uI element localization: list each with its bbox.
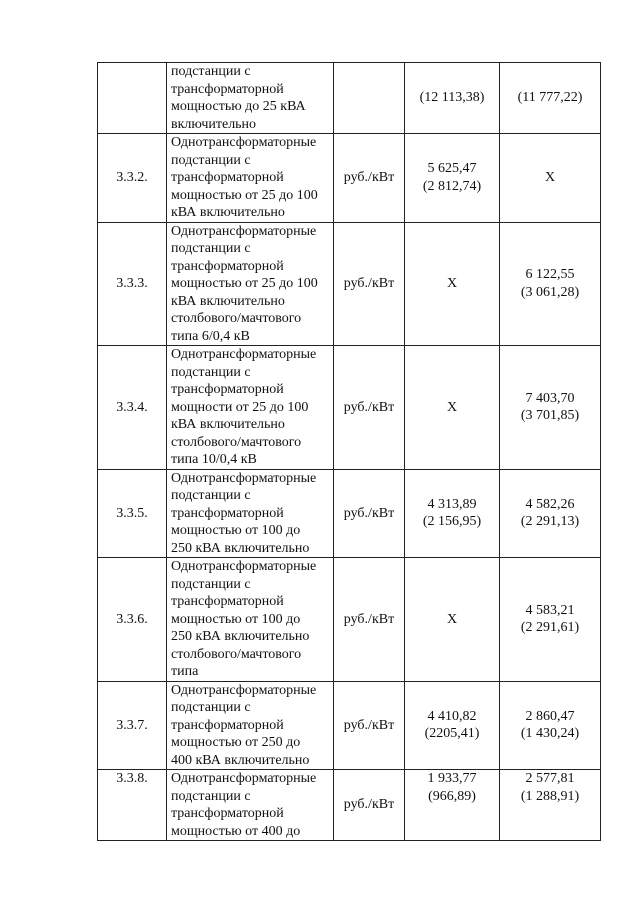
value-line: (3 061,28) <box>520 284 580 300</box>
table-row <box>98 681 601 770</box>
description-cell <box>167 681 334 770</box>
description-line: Однотрансформаторные <box>171 470 317 486</box>
description-line: трансформаторной <box>171 806 284 821</box>
description-line: трансформаторной <box>171 594 284 609</box>
value-line: (1 288,91) <box>520 788 580 804</box>
value-line: (2 291,61) <box>520 620 580 636</box>
description-line: трансформаторной <box>171 382 284 397</box>
value-column-2-cell <box>500 134 601 223</box>
value-column-2-cell <box>500 469 601 558</box>
description-line: подстанции с <box>171 488 251 503</box>
item-number-cell: 3.3.5. <box>98 469 167 558</box>
value-column-2-cell <box>500 558 601 682</box>
unit-cell: руб./кВт <box>334 558 405 682</box>
table-row <box>98 558 601 682</box>
description-line: трансформаторной <box>171 717 284 733</box>
description-line: типа 6/0,4 кВ <box>171 328 250 344</box>
description-cell <box>167 134 334 223</box>
value-line: 2 860,47 <box>525 708 575 724</box>
table-row <box>98 346 601 470</box>
description-line: Однотрансформаторные <box>171 135 317 150</box>
description-line: Однотрансформаторные <box>171 559 317 574</box>
value-line: 1 933,77 <box>427 771 477 786</box>
description-line: мощностью до 25 кВА <box>171 99 306 114</box>
unit-cell: руб./кВт <box>334 222 405 346</box>
value-line: (2 812,74) <box>422 178 482 194</box>
description-line: типа <box>171 664 199 679</box>
value-column-1-cell <box>405 558 500 682</box>
value-line: 4 410,82 <box>427 708 477 724</box>
value-line: (12 113,38) <box>419 90 485 106</box>
item-number-cell: 3.3.8. <box>98 770 167 841</box>
value-line: X <box>544 170 556 185</box>
description-line: типа 10/0,4 кВ <box>171 452 257 467</box>
value-line: (2 291,13) <box>520 514 580 530</box>
description-line: мощности от 25 до 100 <box>171 399 309 415</box>
value-line: (2205,41) <box>424 726 480 742</box>
item-number-cell: 3.3.6. <box>98 558 167 682</box>
value-column-2-cell <box>500 770 601 841</box>
description-line: подстанции с <box>171 576 251 592</box>
value-column-1-cell <box>405 222 500 346</box>
unit-cell: руб./кВт <box>334 346 405 470</box>
value-column-2-cell <box>500 346 601 470</box>
description-cell <box>167 469 334 558</box>
item-number-cell: 3.3.7. <box>98 681 167 770</box>
value-line: (11 777,22) <box>517 90 583 106</box>
value-line: X <box>446 611 458 627</box>
description-cell <box>167 558 334 682</box>
description-line: подстанции с <box>171 364 251 380</box>
unit-cell <box>334 63 405 134</box>
value-line: X <box>446 276 458 291</box>
description-line: подстанции с <box>171 788 251 804</box>
description-line: мощностью от 25 до 100 <box>171 276 318 291</box>
description-line: столбового/мачтового <box>171 646 302 662</box>
value-line: (1 430,24) <box>520 726 580 742</box>
value-column-1-cell <box>405 346 500 470</box>
description-line: 250 кВА включительно <box>171 540 310 556</box>
value-line: 2 577,81 <box>525 771 575 786</box>
item-number-cell: 3.3.3. <box>98 222 167 346</box>
description-line: кВА включительно <box>171 293 285 309</box>
description-line: подстанции с <box>171 241 251 256</box>
description-line: 400 кВА включительно <box>171 752 310 768</box>
value-column-1-cell <box>405 770 500 841</box>
value-column-1-cell <box>405 134 500 223</box>
description-cell <box>167 346 334 470</box>
tariff-table <box>97 62 601 841</box>
description-line: столбового/мачтового <box>171 311 302 326</box>
value-line: (3 701,85) <box>520 408 580 424</box>
value-line: 7 403,70 <box>525 390 575 406</box>
item-number-cell: 3.3.4. <box>98 346 167 470</box>
value-line: 4 583,21 <box>525 602 575 618</box>
description-cell <box>167 770 334 841</box>
description-line: Однотрансформаторные <box>171 347 317 362</box>
description-line: мощностью от 100 до <box>171 611 301 627</box>
description-line: трансформаторной <box>171 505 284 521</box>
table-row <box>98 222 601 346</box>
description-line: Однотрансформаторные <box>171 771 317 786</box>
description-line: Однотрансформаторные <box>171 223 317 239</box>
value-line: 5 625,47 <box>427 161 477 177</box>
unit-cell: руб./кВт <box>334 469 405 558</box>
value-line: (966,89) <box>428 788 476 804</box>
value-line: X <box>446 399 458 415</box>
description-line: мощностью от 250 до <box>171 735 301 750</box>
description-line: кВА включительно <box>171 417 285 432</box>
description-cell <box>167 222 334 346</box>
description-line: трансформаторной <box>171 170 284 185</box>
value-column-1-cell <box>405 469 500 558</box>
description-line: мощностью от 400 до <box>171 823 301 839</box>
table-row <box>98 469 601 558</box>
unit-cell: руб./кВт <box>334 134 405 223</box>
item-number-cell <box>98 63 167 134</box>
description-line: кВА включительно <box>171 205 285 220</box>
table-row <box>98 134 601 223</box>
description-line: мощностью от 100 до <box>171 523 301 538</box>
table-row <box>98 63 601 134</box>
description-line: 250 кВА включительно <box>171 629 310 644</box>
value-column-2-cell <box>500 63 601 134</box>
description-line: включительно <box>171 116 257 132</box>
description-line: столбового/мачтового <box>171 434 302 450</box>
value-line: 6 122,55 <box>525 267 575 283</box>
description-line: подстанции с <box>171 152 251 168</box>
description-line: трансформаторной <box>171 258 284 274</box>
unit-cell: руб./кВт <box>334 770 405 841</box>
value-line: 4 313,89 <box>427 496 477 512</box>
description-line: подстанции с <box>171 700 251 715</box>
description-line: трансформаторной <box>171 81 284 97</box>
item-number-cell: 3.3.2. <box>98 134 167 223</box>
value-column-2-cell <box>500 222 601 346</box>
value-line: 4 582,26 <box>525 496 575 512</box>
unit-cell: руб./кВт <box>334 681 405 770</box>
value-column-2-cell <box>500 681 601 770</box>
table-row <box>98 770 601 841</box>
tariff-table-body <box>98 63 601 841</box>
description-line: Однотрансформаторные <box>171 682 317 698</box>
description-cell <box>167 63 334 134</box>
value-column-1-cell <box>405 681 500 770</box>
value-line: (2 156,95) <box>422 514 482 530</box>
description-line: подстанции с <box>171 64 251 79</box>
description-line: мощностью от 25 до 100 <box>171 187 318 203</box>
value-column-1-cell <box>405 63 500 134</box>
